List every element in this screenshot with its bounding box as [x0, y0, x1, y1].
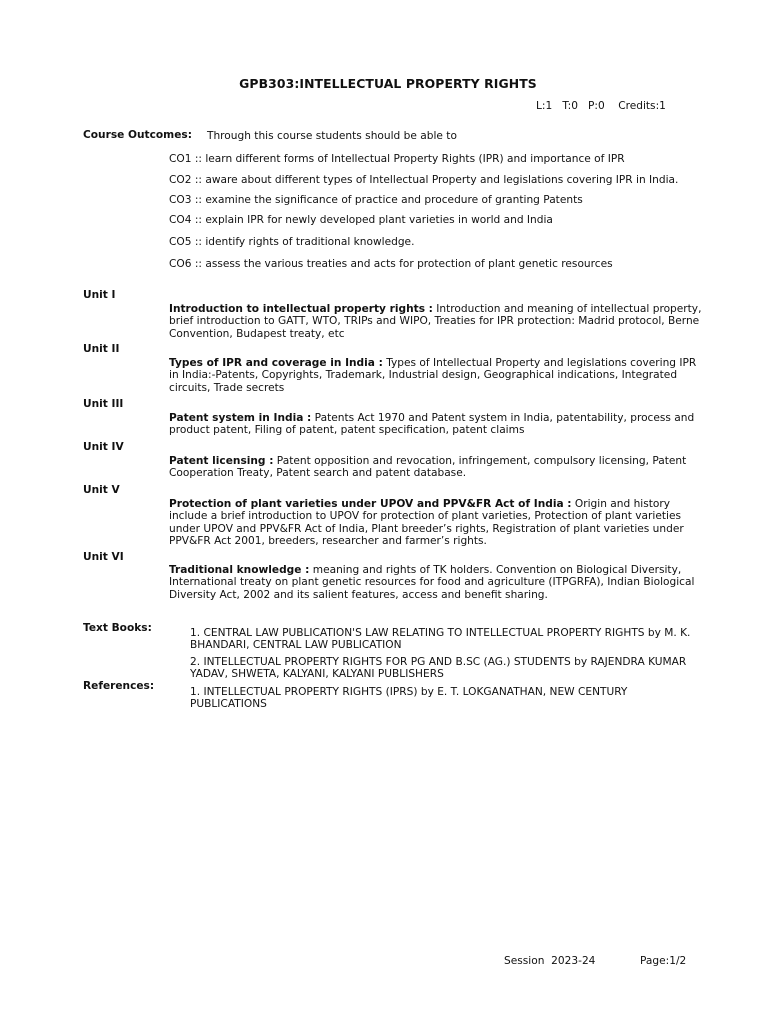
- page-title: GPB303:INTELLECTUAL PROPERTY RIGHTS: [239, 76, 537, 91]
- unit-heading: Types of IPR and coverage in India :: [169, 357, 383, 369]
- reference-item: 1. INTELLECTUAL PROPERTY RIGHTS (IPRS) by E. T. LOKGANATHAN, NEW CENTURY PUBLICATIONS: [190, 686, 628, 711]
- references-label: References:: [83, 680, 155, 692]
- unit-heading: Introduction to intellectual property rights :: [169, 303, 433, 315]
- session-label: Session 2023-24: [504, 955, 596, 967]
- unit-text: Types of Intellectual Property and legislations covering IPR in India:-Patents, Copyrights, Trademark, Industrial design, Geographical indications, Integrated circuits, Trade secrets: [169, 357, 697, 394]
- unit-content: [169, 412, 709, 437]
- course-outcome-item: CO1 :: learn different forms of Intellectual Property Rights (IPR) and importance of IPR: [169, 153, 625, 165]
- unit-label: Unit II: [83, 343, 120, 355]
- unit-label: Unit IV: [83, 441, 124, 453]
- unit-heading: Protection of plant varieties under UPOV and PPV&FR Act of India :: [169, 498, 572, 510]
- course-outcome-item: CO4 :: explain IPR for newly developed plant varieties in world and India: [169, 214, 553, 226]
- unit-content: [169, 303, 709, 340]
- unit-content: [169, 455, 709, 480]
- course-outcome-item: CO6 :: assess the various treaties and acts for protection of plant genetic resources: [169, 258, 613, 270]
- text-book-item: 1. CENTRAL LAW PUBLICATION'S LAW RELATING TO INTELLECTUAL PROPERTY RIGHTS by M. K. BHANDARI, CENTRAL LAW PUBLICATION: [190, 627, 691, 652]
- unit-label: Unit I: [83, 289, 116, 301]
- unit-text: Patent opposition and revocation, infringement, compulsory licensing, Patent Cooperation Treaty, Patent search and patent database.: [169, 455, 687, 480]
- credits-line: L:1 T:0 P:0 Credits:1: [536, 100, 666, 112]
- unit-text: Patents Act 1970 and Patent system in India, patentability, process and product patent, Filing of patent, patent specification, patent claims: [169, 412, 695, 437]
- unit-label: Unit III: [83, 398, 124, 410]
- unit-heading: Traditional knowledge :: [169, 564, 310, 576]
- course-outcome-item: CO3 :: examine the significance of practice and procedure of granting Patents: [169, 194, 583, 206]
- text-books-label: Text Books:: [83, 622, 152, 634]
- unit-label: Unit V: [83, 484, 120, 496]
- course-outcome-item: CO2 :: aware about different types of Intellectual Property and legislations covering IPR in India.: [169, 174, 679, 186]
- unit-label: Unit VI: [83, 551, 124, 563]
- text-book-item: 2. INTELLECTUAL PROPERTY RIGHTS FOR PG AND B.SC (AG.) STUDENTS by RAJENDRA KUMAR YADAV, SHWETA, KALYANI, KALYANI PUBLISHERS: [190, 656, 687, 681]
- page-number: Page:1/2: [640, 955, 687, 967]
- unit-content: [169, 564, 709, 601]
- course-outcomes-intro: Through this course students should be able to: [207, 130, 457, 142]
- course-outcome-item: CO5 :: identify rights of traditional knowledge.: [169, 236, 415, 248]
- unit-heading: Patent licensing :: [169, 455, 274, 467]
- unit-text: Origin and history include a brief introduction to UPOV for protection of plant varieties, Protection of plant varieties under UPOV and PPV&FR Act of India, Plant breeder’s rights, Registration of plant varieties under PPV&FR Act 2001, breeders, researcher and farmer’s rights.: [169, 498, 684, 547]
- unit-heading: Patent system in India :: [169, 412, 312, 424]
- unit-content: [169, 357, 709, 394]
- unit-text: meaning and rights of TK holders. Convention on Biological Diversity, International treaty on plant genetic resources for food and agriculture (ITPGRFA), Indian Biological Diversity Act, 2002 and its salient features, access and benefit sharing.: [169, 564, 695, 601]
- course-outcomes-label: Course Outcomes:: [83, 129, 192, 141]
- unit-text: Introduction and meaning of intellectual property, brief introduction to GATT, WTO, TRIPs and WIPO, Treaties for IPR protection: Madrid protocol, Berne Convention, Budapest treaty, etc: [169, 303, 702, 340]
- unit-content: [169, 498, 709, 547]
